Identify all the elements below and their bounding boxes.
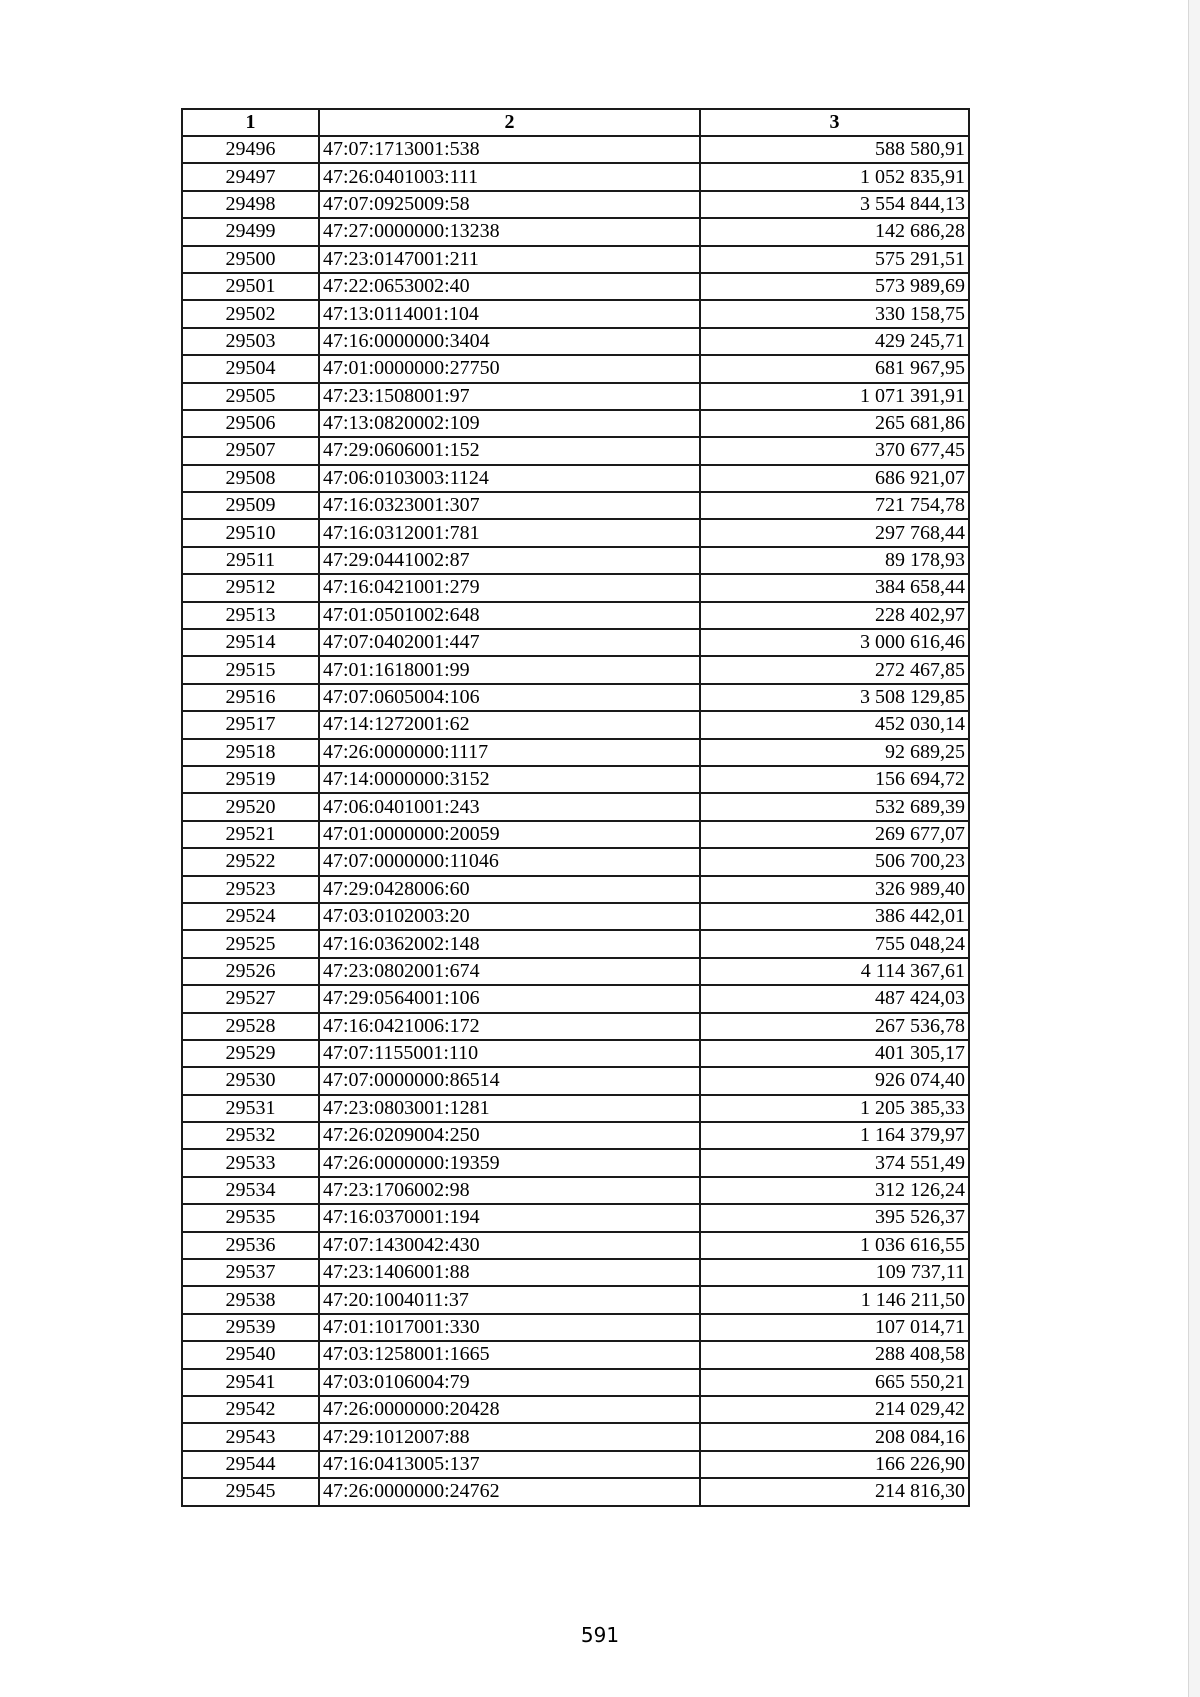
table-body [182,136,969,1506]
cadastral-number-cell: 47:23:1406001:88 [319,1259,700,1286]
cadastral-number-cell: 47:29:1012007:88 [319,1423,700,1450]
value-cell: 312 126,24 [700,1177,969,1204]
cadastral-number-cell: 47:07:1155001:110 [319,1040,700,1067]
row-number-cell: 29540 [182,1341,319,1368]
value-cell: 721 754,78 [700,492,969,519]
column-header-2: 2 [319,109,700,136]
cadastral-number-cell: 47:07:0605004:106 [319,684,700,711]
table-row [182,547,969,574]
row-number-cell: 29526 [182,958,319,985]
row-number-cell: 29515 [182,656,319,683]
row-number-cell: 29523 [182,876,319,903]
row-number-cell: 29529 [182,1040,319,1067]
table-row [182,1314,969,1341]
cadastral-number-cell: 47:03:0106004:79 [319,1369,700,1396]
row-number-cell: 29517 [182,711,319,738]
cadastral-number-cell: 47:27:0000000:13238 [319,218,700,245]
value-cell: 214 816,30 [700,1478,969,1505]
value-cell: 374 551,49 [700,1149,969,1176]
cadastral-number-cell: 47:26:0000000:19359 [319,1149,700,1176]
table-row [182,739,969,766]
header-row [182,109,969,136]
row-number-cell: 29510 [182,519,319,546]
value-cell: 1 071 391,91 [700,383,969,410]
value-cell: 166 226,90 [700,1451,969,1478]
table-row [182,656,969,683]
cadastral-number-cell: 47:26:0209004:250 [319,1122,700,1149]
row-number-cell: 29536 [182,1232,319,1259]
value-cell: 4 114 367,61 [700,958,969,985]
row-number-cell: 29533 [182,1149,319,1176]
cadastral-number-cell: 47:03:0102003:20 [319,903,700,930]
value-cell: 1 146 211,50 [700,1286,969,1313]
table-row [182,930,969,957]
cadastral-number-cell: 47:14:0000000:3152 [319,766,700,793]
cadastral-number-cell: 47:23:0803001:1281 [319,1095,700,1122]
cadastral-number-cell: 47:16:0421006:172 [319,1013,700,1040]
row-number-cell: 29496 [182,136,319,163]
table-row [182,958,969,985]
table-row [182,1369,969,1396]
cadastral-number-cell: 47:01:0000000:27750 [319,355,700,382]
table-row [182,328,969,355]
table-row [182,465,969,492]
table-row [182,246,969,273]
cadastral-number-cell: 47:03:1258001:1665 [319,1341,700,1368]
row-number-cell: 29511 [182,547,319,574]
table-row [182,1122,969,1149]
cadastral-number-cell: 47:16:0323001:307 [319,492,700,519]
table-row [182,903,969,930]
row-number-cell: 29504 [182,355,319,382]
table-row [182,684,969,711]
page-right-edge [1188,0,1200,1697]
table-row [182,492,969,519]
value-cell: 575 291,51 [700,246,969,273]
value-cell: 92 689,25 [700,739,969,766]
cadastral-number-cell: 47:01:1618001:99 [319,656,700,683]
row-number-cell: 29497 [182,163,319,190]
cadastral-number-cell: 47:07:0925009:58 [319,191,700,218]
row-number-cell: 29538 [182,1286,319,1313]
row-number-cell: 29508 [182,465,319,492]
row-number-cell: 29501 [182,273,319,300]
cadastral-number-cell: 47:26:0000000:1117 [319,739,700,766]
value-cell: 267 536,78 [700,1013,969,1040]
data-table [181,108,970,1507]
cadastral-number-cell: 47:23:1706002:98 [319,1177,700,1204]
table-header [182,109,969,136]
cadastral-number-cell: 47:20:1004011:37 [319,1286,700,1313]
row-number-cell: 29528 [182,1013,319,1040]
value-cell: 532 689,39 [700,793,969,820]
value-cell: 681 967,95 [700,355,969,382]
table-row [182,793,969,820]
cadastral-number-cell: 47:16:0000000:3404 [319,328,700,355]
value-cell: 401 305,17 [700,1040,969,1067]
table-row [182,574,969,601]
column-header-1: 1 [182,109,319,136]
value-cell: 228 402,97 [700,602,969,629]
cadastral-number-cell: 47:07:0402001:447 [319,629,700,656]
value-cell: 272 467,85 [700,656,969,683]
value-cell: 107 014,71 [700,1314,969,1341]
row-number-cell: 29520 [182,793,319,820]
table-row [182,136,969,163]
row-number-cell: 29509 [182,492,319,519]
row-number-cell: 29544 [182,1451,319,1478]
value-cell: 214 029,42 [700,1396,969,1423]
value-cell: 384 658,44 [700,574,969,601]
value-cell: 588 580,91 [700,136,969,163]
row-number-cell: 29532 [182,1122,319,1149]
value-cell: 3 508 129,85 [700,684,969,711]
cadastral-number-cell: 47:07:0000000:11046 [319,848,700,875]
row-number-cell: 29531 [182,1095,319,1122]
row-number-cell: 29524 [182,903,319,930]
table-row [182,273,969,300]
table-row [182,1423,969,1450]
row-number-cell: 29527 [182,985,319,1012]
table-row [182,355,969,382]
value-cell: 1 036 616,55 [700,1232,969,1259]
row-number-cell: 29500 [182,246,319,273]
table-row [182,1396,969,1423]
table-row [182,602,969,629]
cadastral-number-cell: 47:13:0114001:104 [319,300,700,327]
table-row [182,1040,969,1067]
cadastral-number-cell: 47:14:1272001:62 [319,711,700,738]
cadastral-number-cell: 47:16:0312001:781 [319,519,700,546]
table-row [182,519,969,546]
value-cell: 1 164 379,97 [700,1122,969,1149]
table-row [182,437,969,464]
table-row [182,1259,969,1286]
value-cell: 142 686,28 [700,218,969,245]
cadastral-number-cell: 47:01:0501002:648 [319,602,700,629]
table-row [182,383,969,410]
value-cell: 156 694,72 [700,766,969,793]
table-row [182,1095,969,1122]
table-row [182,1451,969,1478]
value-cell: 395 526,37 [700,1204,969,1231]
table-row [182,1177,969,1204]
value-cell: 755 048,24 [700,930,969,957]
row-number-cell: 29505 [182,383,319,410]
row-number-cell: 29507 [182,437,319,464]
cadastral-number-cell: 47:29:0441002:87 [319,547,700,574]
value-cell: 1 052 835,91 [700,163,969,190]
cadastral-number-cell: 47:26:0401003:111 [319,163,700,190]
row-number-cell: 29534 [182,1177,319,1204]
row-number-cell: 29516 [182,684,319,711]
value-cell: 429 245,71 [700,328,969,355]
table-row [182,766,969,793]
value-cell: 452 030,14 [700,711,969,738]
table-row [182,821,969,848]
value-cell: 3 000 616,46 [700,629,969,656]
row-number-cell: 29539 [182,1314,319,1341]
page-number: 591 [580,1623,620,1647]
value-cell: 208 084,16 [700,1423,969,1450]
table-row [182,1232,969,1259]
table-row [182,410,969,437]
row-number-cell: 29518 [182,739,319,766]
row-number-cell: 29543 [182,1423,319,1450]
value-cell: 1 205 385,33 [700,1095,969,1122]
table-row [182,1013,969,1040]
row-number-cell: 29542 [182,1396,319,1423]
table-row [182,876,969,903]
cadastral-number-cell: 47:07:1430042:430 [319,1232,700,1259]
row-number-cell: 29535 [182,1204,319,1231]
cadastral-number-cell: 47:06:0103003:1124 [319,465,700,492]
row-number-cell: 29498 [182,191,319,218]
value-cell: 686 921,07 [700,465,969,492]
value-cell: 89 178,93 [700,547,969,574]
cadastral-number-cell: 47:13:0820002:109 [319,410,700,437]
row-number-cell: 29530 [182,1067,319,1094]
table-row [182,985,969,1012]
table-row [182,1204,969,1231]
cadastral-number-cell: 47:23:0147001:211 [319,246,700,273]
value-cell: 288 408,58 [700,1341,969,1368]
value-cell: 3 554 844,13 [700,191,969,218]
cadastral-number-cell: 47:07:1713001:538 [319,136,700,163]
value-cell: 297 768,44 [700,519,969,546]
row-number-cell: 29514 [182,629,319,656]
cadastral-number-cell: 47:16:0421001:279 [319,574,700,601]
cadastral-number-cell: 47:29:0564001:106 [319,985,700,1012]
value-cell: 573 989,69 [700,273,969,300]
cadastral-number-cell: 47:22:0653002:40 [319,273,700,300]
row-number-cell: 29502 [182,300,319,327]
column-header-3: 3 [700,109,969,136]
value-cell: 506 700,23 [700,848,969,875]
cadastral-number-cell: 47:16:0413005:137 [319,1451,700,1478]
table-row [182,1067,969,1094]
cadastral-number-cell: 47:07:0000000:86514 [319,1067,700,1094]
value-cell: 109 737,11 [700,1259,969,1286]
row-number-cell: 29541 [182,1369,319,1396]
value-cell: 487 424,03 [700,985,969,1012]
row-number-cell: 29512 [182,574,319,601]
value-cell: 386 442,01 [700,903,969,930]
cadastral-number-cell: 47:26:0000000:24762 [319,1478,700,1505]
value-cell: 265 681,86 [700,410,969,437]
value-cell: 926 074,40 [700,1067,969,1094]
table-row [182,1286,969,1313]
cadastral-number-cell: 47:16:0362002:148 [319,930,700,957]
table-row [182,1341,969,1368]
value-cell: 370 677,45 [700,437,969,464]
row-number-cell: 29513 [182,602,319,629]
table-row [182,191,969,218]
value-cell: 269 677,07 [700,821,969,848]
row-number-cell: 29519 [182,766,319,793]
table-row [182,711,969,738]
table-row [182,163,969,190]
row-number-cell: 29499 [182,218,319,245]
cadastral-number-cell: 47:01:0000000:20059 [319,821,700,848]
value-cell: 326 989,40 [700,876,969,903]
row-number-cell: 29503 [182,328,319,355]
row-number-cell: 29522 [182,848,319,875]
table-row [182,1149,969,1176]
cadastral-number-cell: 47:01:1017001:330 [319,1314,700,1341]
value-cell: 330 158,75 [700,300,969,327]
table-row [182,1478,969,1505]
cadastral-number-cell: 47:29:0606001:152 [319,437,700,464]
cadastral-number-cell: 47:26:0000000:20428 [319,1396,700,1423]
row-number-cell: 29537 [182,1259,319,1286]
table-row [182,629,969,656]
cadastral-number-cell: 47:29:0428006:60 [319,876,700,903]
table-row [182,218,969,245]
cadastral-number-cell: 47:16:0370001:194 [319,1204,700,1231]
value-cell: 665 550,21 [700,1369,969,1396]
table-row [182,300,969,327]
row-number-cell: 29545 [182,1478,319,1505]
cadastral-number-cell: 47:06:0401001:243 [319,793,700,820]
row-number-cell: 29506 [182,410,319,437]
cadastral-number-cell: 47:23:1508001:97 [319,383,700,410]
row-number-cell: 29525 [182,930,319,957]
cadastral-number-cell: 47:23:0802001:674 [319,958,700,985]
table-row [182,848,969,875]
row-number-cell: 29521 [182,821,319,848]
